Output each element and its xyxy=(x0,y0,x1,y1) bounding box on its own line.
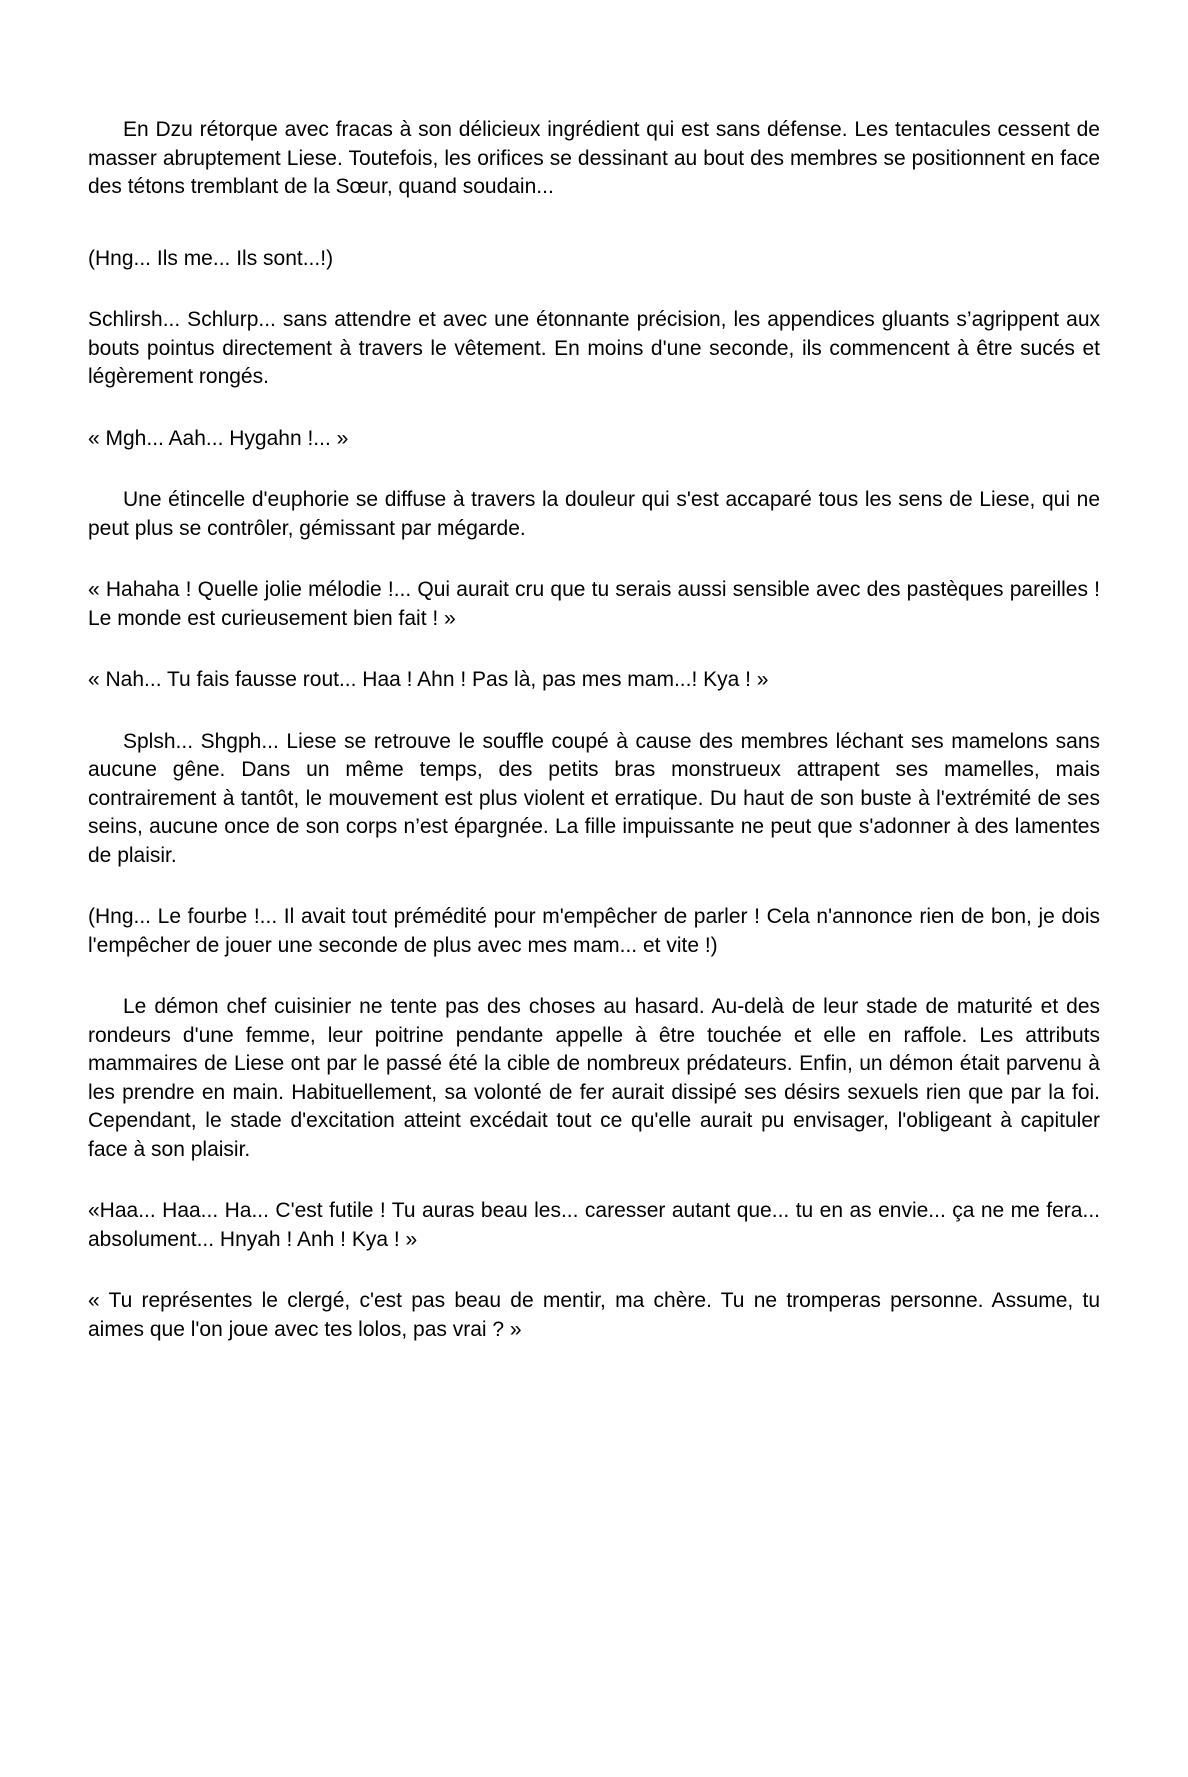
paragraph: (Hng... Le fourbe !... Il avait tout prémédité pour m'empêcher de parler ! Cela n'annonce rien de bon, je dois l'empêcher de jouer une seconde de plus avec mes mam... et vite !) xyxy=(88,905,1100,957)
paragraph: « Mgh... Aah... Hygahn !... » xyxy=(88,426,349,450)
paragraph: Schlirsh... Schlurp... sans attendre et avec une étonnante précision, les appendices gluants s’agrippent aux bouts pointus directement à travers le vêtement. En moins d'une seconde, ils commencent à être sucés et légèrement rongés. xyxy=(88,308,1100,388)
paragraph: Le démon chef cuisinier ne tente pas des choses au hasard. Au-delà de leur stade de maturité et des rondeurs d'une femme, leur poitrine pendante appelle à être touchée et elle en raffole. Les attributs mammaires de Liese ont par le passé été la cible de nombreux prédateurs. Enfin, un démon était parvenu à les prendre en main. Habituellement, sa volonté de fer aurait dissipé ses désirs sexuels rien que par la foi. Cependant, le stade d'excitation atteint excédait tout ce qu'elle aurait pu envisager, l'obligeant à capituler face à son plaisir. xyxy=(88,995,1100,1161)
paragraph: « Nah... Tu fais fausse rout... Haa ! Ahn ! Pas là, pas mes mam...! Kya ! » xyxy=(88,668,769,691)
paragraph: Une étincelle d'euphorie se diffuse à travers la douleur qui s'est accaparé tous les sens de Liese, qui ne peut plus se contrôler, gémissant par mégarde. xyxy=(88,488,1100,540)
paragraph: « Tu représentes le clergé, c'est pas beau de mentir, ma chère. Tu ne tromperas personne. Assume, tu aimes que l'on joue avec tes lolos, pas vrai ? » xyxy=(88,1289,1100,1341)
paragraph: « Hahaha ! Quelle jolie mélodie !... Qui aurait cru que tu serais aussi sensible avec des pastèques pareilles ! Le monde est curieusement bien fait ! » xyxy=(88,578,1100,630)
paragraph: Splsh... Shgph... Liese se retrouve le souffle coupé à cause des membres léchant ses mamelons sans aucune gêne. Dans un même temps, des petits bras monstrueux attrapent ses mamelles, mais contrairement à tantôt, le mouvement est plus violent et erratique. Du haut de son buste à l'extrémité de ses seins, aucune once de son corps n’est épargnée. La fille impuissante ne peut que s'adonner à des lamentes de plaisir. xyxy=(88,729,1100,867)
paragraph: «Haa... Haa... Ha... C'est futile ! Tu auras beau les... caresser autant que... tu en as envie... ça ne me fera... absolument... Hnyah ! Anh ! Kya ! » xyxy=(88,1199,1100,1251)
paragraph: (Hng... Ils me... Ils sont...!) xyxy=(88,246,334,270)
paragraph: En Dzu rétorque avec fracas à son délicieux ingrédient qui est sans défense. Les tentacules cessent de masser abruptement Liese. Toutefois, les orifices se dessinant au bout des membres se positionnent en face des tétons tremblant de la Sœur, quand soudain... xyxy=(88,118,1100,198)
